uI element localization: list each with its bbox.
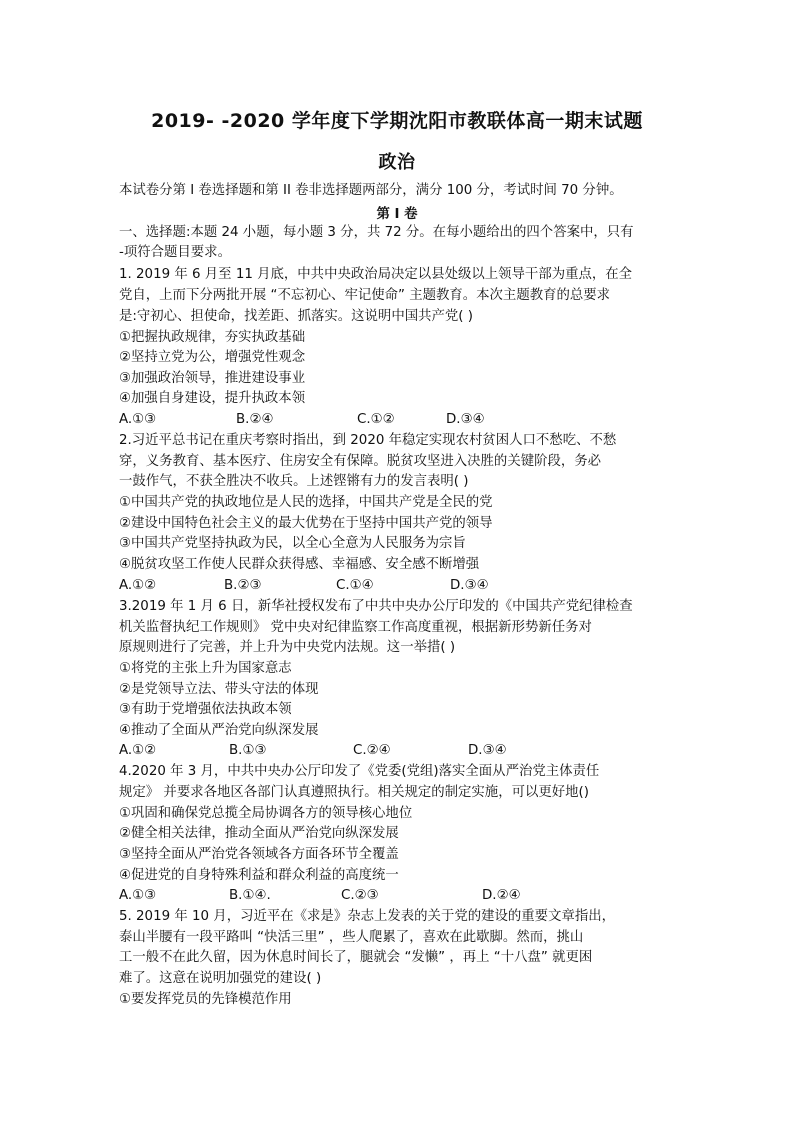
question-1-item: ①把握执政规律，夯实执政基础 — [119, 330, 306, 345]
question-3-stem: 机关监督执纪工作规则》 党中央对纪律监察工作高度重视，根据新形势新任务对 — [119, 620, 592, 635]
question-2-stem: 2.习近平总书记在重庆考察时指出，到 2020 年稳定实现农村贫困人口不愁吃、不愁 — [119, 433, 617, 448]
option-b: B.②④ — [236, 412, 274, 427]
option-c: C.①④ — [336, 578, 374, 593]
question-5-stem: 5. 2019 年 10 月，习近平在《求是》杂志上发表的关于党的建设的重要文章指出， — [119, 909, 616, 924]
question-3-options — [119, 741, 507, 761]
question-5-item: ①要发挥党员的先锋模范作用 — [119, 992, 292, 1007]
exam-title: 2019- -2020 学年度下学期沈阳市教联体高一期末试题 — [151, 110, 643, 132]
question-3-item: ②是党领导立法、带头守法的体现 — [119, 682, 319, 697]
section-heading: 第 I 卷 — [376, 207, 418, 222]
question-5-stem: 泰山半腰有一段平路叫 “快活三里” ，些人爬累了，喜欢在此歇脚。然而，挑山 — [119, 930, 584, 945]
option-b: B.②③ — [224, 578, 262, 593]
option-c: C.①② — [357, 412, 395, 427]
question-3-item: ①将党的主张上升为国家意志 — [119, 661, 292, 676]
question-5-stem: 工一般不在此久留，因为休息时间长了，腿就会 “发懒” ，再上 “十八盘” 就更困 — [119, 950, 593, 965]
question-2-stem: 一鼓作气，不获全胜决不收兵。上述铿锵有力的发言表明( ) — [119, 474, 469, 489]
option-b: B.①③ — [229, 743, 267, 758]
subject-title: 政治 — [378, 152, 416, 173]
question-4-options — [119, 886, 521, 906]
question-2-item: ④脱贫攻坚工作使人民群众获得感、幸福感、安全感不断增强 — [119, 557, 480, 572]
question-4-stem: 规定》 并要求各地区各部门认真遵照执行。相关规定的制定实施，可以更好地() — [119, 785, 589, 800]
question-2-item: ③中国共产党坚持执政为民，以全心全意为人民服务为宗旨 — [119, 536, 466, 551]
question-5-stem: 难了。这意在说明加强党的建设( ) — [119, 971, 322, 986]
question-1-item: ④加强自身建设，提升执政本领 — [119, 391, 306, 406]
question-3-stem: 3.2019 年 1 月 6 日，新华社授权发布了中共中央办公厅印发的《中国共产党纪律检查 — [119, 599, 633, 614]
question-2-stem: 穿，义务教育、基本医疗、住房安全有保障。脱贫攻坚进入决胜的关键阶段，务必 — [119, 454, 602, 469]
question-1-options — [119, 410, 485, 430]
question-3-item: ③有助于党增强依法执政本领 — [119, 702, 292, 717]
option-c: C.②④ — [353, 743, 391, 758]
question-2-item: ①中国共产党的执政地位是人民的选择，中国共产党是全民的党 — [119, 495, 493, 510]
question-2-item: ②建设中国特色社会主义的最大优势在于坚持中国共产党的领导 — [119, 516, 493, 531]
question-4-stem: 4.2020 年 3 月，中共中央办公厅印发了《党委(党组)落实全面从严治党主体责任 — [119, 764, 600, 779]
option-d: D.③④ — [468, 743, 507, 758]
option-a: A.①③ — [119, 412, 157, 427]
question-4-item: ③坚持全面从严治党各领域各方面各环节全覆盖 — [119, 847, 399, 862]
question-3-item: ④推动了全面从严治党向纵深发展 — [119, 723, 319, 738]
option-a: A.①② — [119, 743, 157, 758]
exam-intro: 本试卷分第 I 卷选择题和第 II 卷非选择题两部分，满分 100 分，考试时间 70 分钟。 — [119, 183, 623, 198]
question-4-item: ④促进党的自身特殊利益和群众利益的高度统一 — [119, 868, 399, 883]
option-d: D.③④ — [446, 412, 485, 427]
option-a: A.①③ — [119, 888, 157, 903]
option-a: A.①② — [119, 578, 157, 593]
question-1-stem: 1. 2019 年 6 月至 11 月底，中共中央政治局决定以县处级以上领导干部为重点，在全 — [119, 267, 633, 282]
question-1-item: ②坚持立党为公，增强党性观念 — [119, 350, 306, 365]
question-3-stem: 原规则进行了完善，并上升为中央党内法规。这一举措( ) — [119, 640, 456, 655]
question-1-item: ③加强政治领导，推进建设事业 — [119, 371, 306, 386]
option-b: B.①④. — [229, 888, 271, 903]
option-d: D.③④ — [450, 578, 489, 593]
question-4-item: ②健全相关法律，推动全面从严治党向纵深发展 — [119, 826, 399, 841]
instruction-line: 一、选择题:本题 24 小题，每小题 3 分，共 72 分。在每小题给出的四个答案中，只有 — [119, 225, 634, 240]
option-c: C.②③ — [341, 888, 379, 903]
question-4-item: ①巩固和确保党总揽全局协调各方的领导核心地位 — [119, 806, 413, 821]
question-1-stem: 党自，上而下分两批开展 “不忘初心、牢记使命” 主题教育。本次主题教育的总要求 — [119, 288, 611, 303]
instruction-line: -项符合题目要求。 — [119, 245, 231, 260]
question-2-options — [119, 576, 489, 596]
option-d: D.②④ — [482, 888, 521, 903]
question-1-stem: 是:守初心、担使命，找差距、抓落实。这说明中国共产党( ) — [119, 309, 473, 324]
